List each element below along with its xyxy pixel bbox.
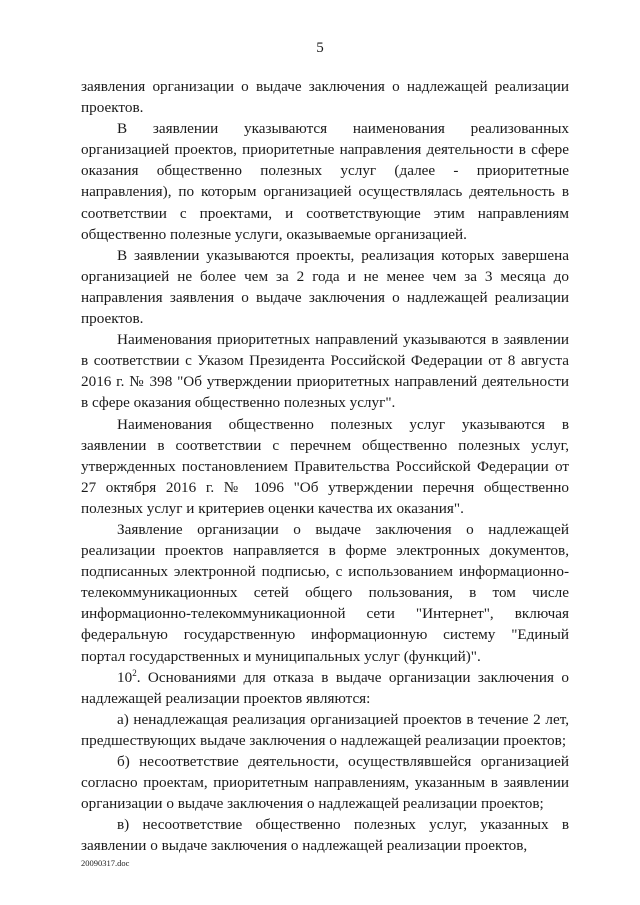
footer-file-name: 20090317.doc [81,858,130,868]
clause-10-2 [81,667,569,709]
paragraph-electronic-submission: Заявление организации о выдаче заключения о надлежащей реализации проектов направляется в форме электронных документов, подписанных электронной подписью, с использованием информационно-телекоммуникационных сетей общего пользования, в том числе информационно-телекоммуникационной сети "Интернет", включая федеральную государственную информационную систему "Единый портал государственных и муниципальных услуг (функций)". [81,520,569,665]
clause-text: Основаниями для отказа в выдаче организации заключения о надлежащей реализации проектов являются: [81,668,569,707]
page-number: 5 [316,40,324,56]
document-body [81,76,569,856]
paragraph-project-dates: В заявлении указываются проекты, реализация которых завершена организацией не более чем за 2 года и не менее чем за 3 месяца до направления заявления о выдаче заключения о надлежащей реализации проектов. [81,246,569,328]
subitem-b: б) несоответствие деятельности, осуществлявшейся организацией согласно проектам, приоритетным направлениям, указанным в заявлении организации о выдаче заключения о надлежащей реализации проектов; [81,753,569,813]
clause-number: $10^2$. [117,667,141,686]
paragraph-services-list: Наименования общественно полезных услуг указываются в заявлении в соответствии с перечнем общественно полезных услуг, утвержденных постановлением Правительства Российской Федерации от 27 октября 2016 г. № 1096 "Об утверждении перечня общественно полезных услуг и критериев оценки качества их оказания". [81,415,569,517]
paragraph-continuation: заявления организации о выдаче заключения о надлежащей реализации проектов. [81,78,569,117]
paragraph-priority-directions: Наименования приоритетных направлений указываются в заявлении в соответствии с Указом Президента Российской Федерации от 8 августа 2016 г. № 398 "Об утверждении приоритетных направлений деятельности в сфере оказания общественно полезных услуг". [81,331,569,412]
paragraph-application-contents: В заявлении указываются наименования реализованных организацией проектов, приоритетные направления деятельности в сфере оказания общественно полезных услуг (далее - приоритетные направления), по которым организацией осуществлялась деятельность в соответствии с проектами, и соответствующие этим направлениям общественно полезные услуги, оказываемые организацией. [81,120,569,243]
subitem-a: а) ненадлежащая реализация организацией проектов в течение 2 лет, предшествующих выдаче заключения о надлежащей реализации проектов; [81,710,569,749]
subitem-c: в) несоответствие общественно полезных услуг, указанных в заявлении о выдаче заключения о надлежащей реализации проектов, [81,816,569,855]
